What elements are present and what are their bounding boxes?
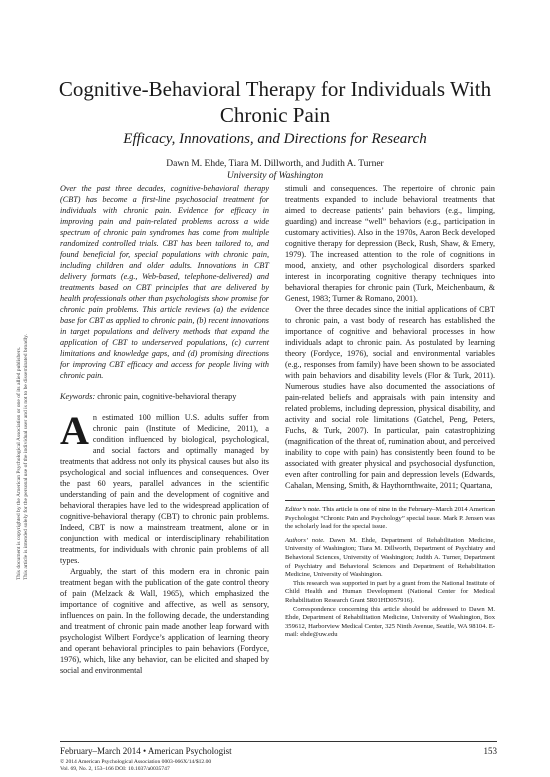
side-notice-line-1: This document is copyrighted by the American Psychological Association or one of its allied publishers.	[16, 346, 22, 580]
author-note-label: Authors’ note.	[285, 536, 325, 544]
footer-divider	[60, 741, 497, 742]
author-affiliation: University of Washington	[226, 171, 324, 181]
body-paragraph-2: Arguably, the start of this modern era in chronic pain treatment began with the publication of the gate control theory of pain (Melzack & Wall, 1965), which emphasized the importance of cognitive and affective, as well as sensory, influences on pain. In the following decade, the understanding and treatment of chronic pain made another leap forward with psychologist Wilbert Fordyce’s application of learning theory and operant behavioral principles to pain behaviors (Fordyce, 1976), which, like any behavior, can be elicited and shaped by social and environmental	[60, 567, 269, 675]
editor-note	[285, 506, 495, 532]
funding-note: This research was supported in part by a grant from the National Institute of Child Health and Human Development (National Center for Medical Rehabilitation Research Grant 5R01HD057916).	[285, 579, 495, 604]
article-title: Cognitive-Behavioral Therapy for Individuals With Chronic Pain	[58, 77, 492, 127]
body-paragraph-1	[60, 408, 269, 566]
copyright-side-notice	[4, 180, 29, 580]
side-notice-line-2: This article is intended solely for the personal use of the individual user and is not to be disseminated broadly.	[22, 333, 29, 580]
correspondence-note: Correspondence concerning this article should be addressed to Dawn M. Ehde, Department of Rehabilitation Medicine, University of Washington, Box 359612, Harborview Medical Center, 325 Ninth Avenue, Seattle, WA 98104. E-mail: ehde@uw.edu	[285, 605, 495, 639]
editor-note-text: This article is one of nine in the February–March 2014 American Psychologist “Chronic Pain and Psychology” special issue. Mark P. Jensen was the scholarly lead for the special issue.	[285, 506, 495, 531]
drop-cap: A	[60, 408, 89, 453]
author-note-text: Dawn M. Ehde, Department of Rehabilitation Medicine, University of Washington; Tiara M. Dillworth, Department of Psychiatry and Behavioral Sciences, University of Washington; Judith A. Turner, Department of Psychiatry and Behavioral Sciences and Department of Rehabilitation Medicine, University of Washington.	[285, 536, 495, 579]
body-paragraph-4: Over the three decades since the initial applications of CBT to chronic pain, a vast body of research has established the importance of cognitive and behavioral processes in how individuals adapt to chronic pain. As postulated by learning theory (Fordyce, 1976), social and environmental variables (e.g., responses from family) have been shown to be associated with pain behaviors and disability levels (Flor & Turk, 2011). Numerous studies have also documented the associations of pain-related beliefs and appraisals with pain intensity and related problems, including depression, physical disability, and activity and social role limitations (Gatchel, Peng, Peters, Fuchs, & Turk, 2007). In particular, pain catastrophizing (magnification of the threat of, rumination about, and perceived inability to cope with pain) has consistently been found to be associated with greater physical and psychosocial dysfunction, even after controlling for pain and depression levels (Edwards, Cahalan, Mensing, Smith, & Haythornthwaite, 2011; Quartana,	[285, 305, 495, 490]
keywords-label: Keywords:	[60, 392, 96, 401]
body-paragraph-1-text: n estimated 100 million U.S. adults suffer from chronic pain (Institute of Medicine, 2011), a condition influenced by biological, psychological, and social factors and optimally managed by treatments that address not only its physical causes but also its psychological and social influences and consequences. Over the past 60 years, parallel advances in the scientific understanding of pain and the development of cognitive and behavioral therapies have led to the widespread application of cognitive-behavioral therapy (CBT) to chronic pain problems. Indeed, CBT is now a mainstream treatment, alone or in conjunction with medical or interdisciplinary rehabilitation treatments, for individuals with chronic pain problems of all types.	[60, 413, 269, 565]
journal-issue: February–March 2014 • American Psychologist	[60, 746, 232, 756]
volume-doi-line: Vol. 69, No. 2, 153–166 DOI: 10.1037/a0035747	[60, 766, 170, 772]
right-column	[285, 183, 495, 640]
page-number: 153	[483, 746, 497, 756]
abstract: Over the past three decades, cognitive-behavioral therapy (CBT) has become a first-line psychosocial treatment for individuals with chronic pain. Evidence for efficacy in improving pain and pain-related problems across a wide spectrum of chronic pain syndromes has come from multiple randomized controlled trials. CBT has been tailored to, and found beneficial for, special populations with chronic pain, including children and older adults. Innovations in CBT delivery formats (e.g., Web-based, telephone-delivered) and treatments based on CBT principles that are delivered by health professionals other than psychologists show promise for chronic pain problems. This article reviews (a) the evidence base for CBT as applied to chronic pain, (b) recent innovations in target populations and delivery methods that expand the application of CBT to underserved populations, (c) current limitations and knowledge gaps, and (d) promising directions for improving CBT efficacy and access for people living with chronic pain.	[60, 184, 269, 380]
footnote-divider	[285, 500, 495, 501]
keywords	[60, 391, 269, 402]
left-column	[60, 183, 269, 676]
keywords-text: chronic pain, cognitive-behavioral therapy	[95, 392, 237, 401]
author-note	[285, 537, 495, 580]
author-list: Dawn M. Ehde, Tiara M. Dillworth, and Judith A. Turner	[166, 159, 384, 169]
copyright-line: © 2014 American Psychological Association 0003-066X/14/$12.00	[60, 759, 212, 765]
body-paragraph-3: stimuli and consequences. The repertoire of chronic pain treatments expanded to include behavioral treatments that aimed to decrease patients’ pain behaviors (e.g., limping, guarding) and increase “well” behaviors (e.g., participation in customary activities). Also in the 1970s, Aaron Beck developed cognitive therapy for depression (Beck, Rush, Shaw, & Emery, 1979). The increased attention to the role of cognitions in mood, anxiety, and other psychological disorders sparked interest in incorporating cognitive therapy techniques into behavioral therapies for chronic pain (Turk, Meichenbaum, & Genest, 1983; Turner & Romano, 2001).	[285, 184, 495, 303]
editor-note-label: Editor’s note.	[285, 506, 321, 513]
article-subtitle: Efficacy, Innovations, and Directions for Research	[123, 131, 427, 147]
